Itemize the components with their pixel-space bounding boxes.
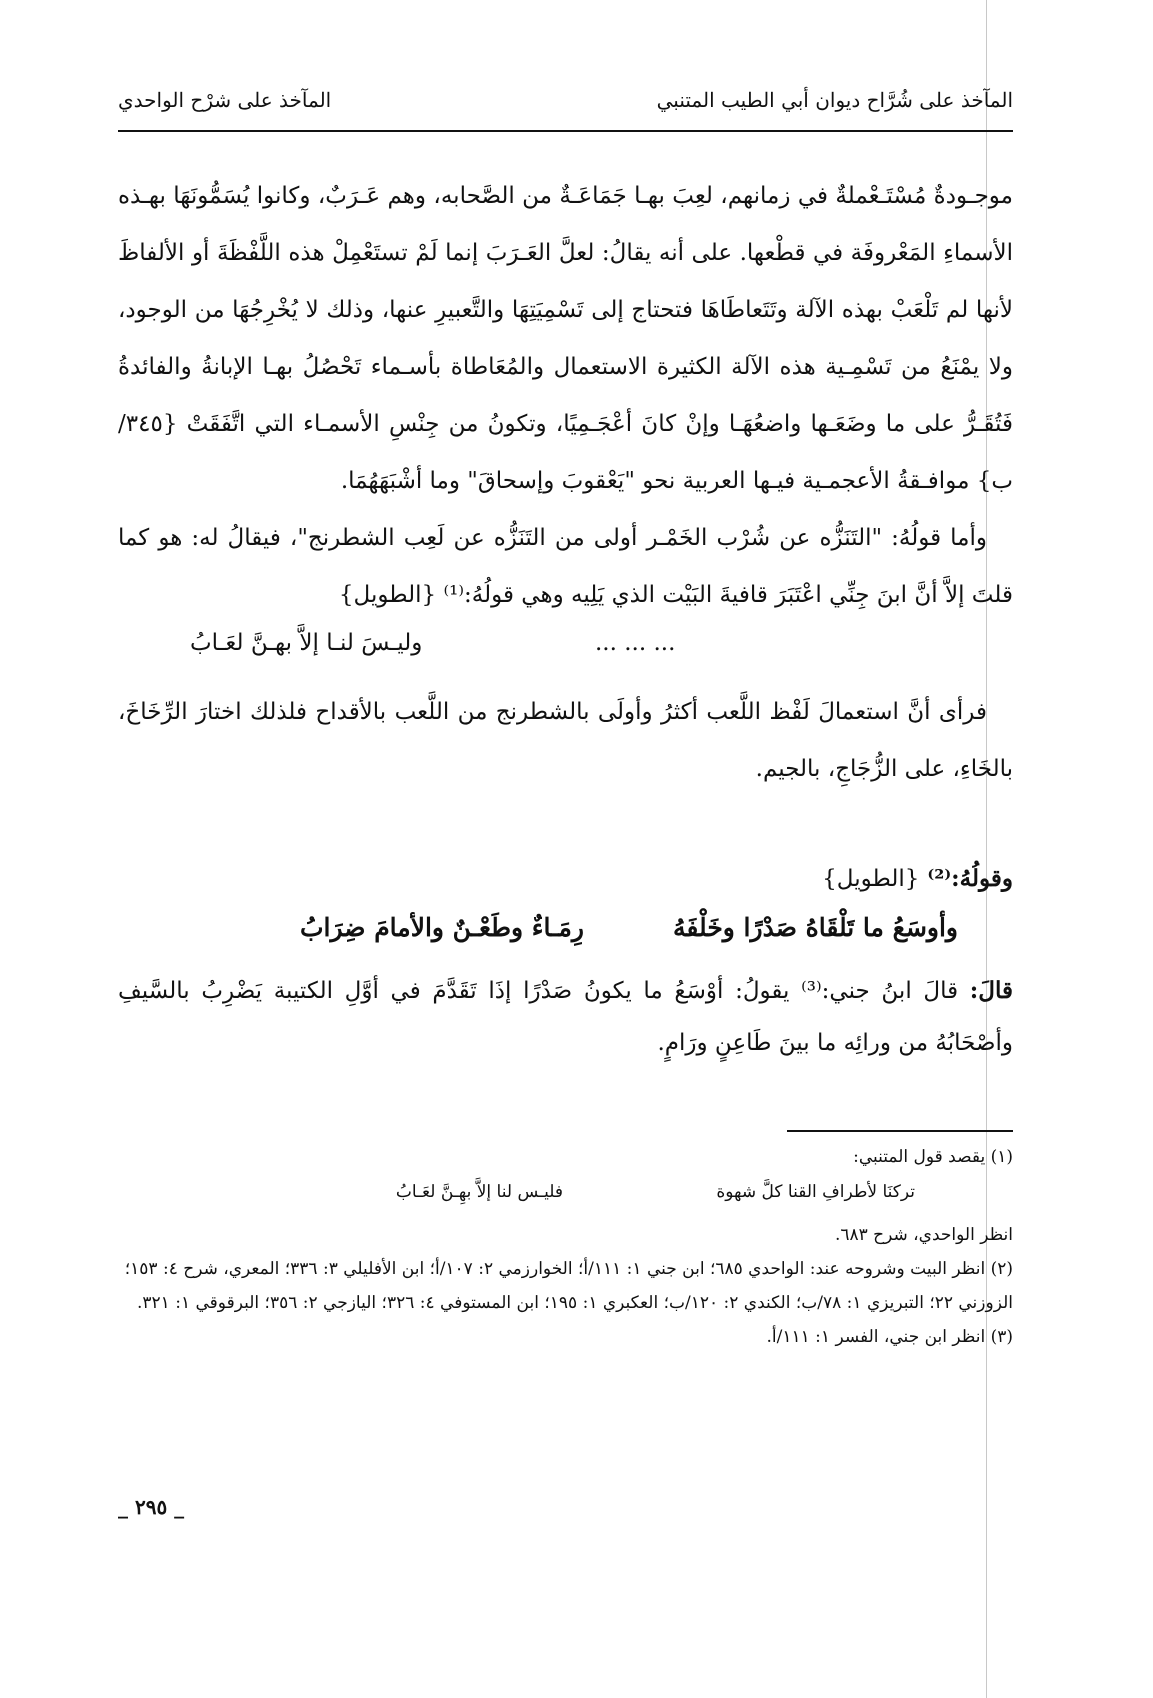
commentary-label: قالَ: [969, 977, 1013, 1004]
footnote-1-reference: انظر الواحدي، شرح ٦٨٣. [834, 1225, 1013, 1245]
section-gap [118, 798, 1013, 853]
verse-2-meter: {الطويل} [822, 866, 920, 892]
footnote-2: (٢) انظر البيت وشروحه عند: الواحدي ٦٨٥؛ ابن جني ١: ١١١/أ؛ الخوارزمي ٢: ١٠٧/أ؛ ابن الأفليلي ٣: ٣٣٦؛ المعري، شرح ٤: ١٥٣؛ الزوزني ٢٢؛ التبريزي ١: ٧٨/ب؛ الكندي ٢: ١٢٠/ب؛ العكبري ١: ١٩٥؛ ابن المستوفي ٤: ٣٢٦؛ اليازجي ٢: ٣٥٦؛ البرقوقي ١: ٣٢١. [124, 1259, 1013, 1313]
footnote-1-verse-second: فليـس لنا إلاَّ بهِـنَّ لعَـابُ [395, 1182, 563, 1202]
commentary-text: قالَ ابنُ جني:⁽³⁾ يقولُ: أوْسَعُ ما يكونُ صَدْرًا إذَا تَقَدَّمَ في أوَّلِ الكتيبة يَضْرِبُ بالسَّيفِ وأصْحَابُهُ من ورائِه ما بينَ طَاعِنٍ ورَامٍ. [118, 978, 1013, 1056]
verse-1-first-hemistich: ... ... ... [595, 630, 676, 656]
footnote-1-intro: (١) يقصد قول المتنبي: [853, 1147, 1013, 1167]
page-number: _ ٢٩٥ _ [118, 1495, 185, 1519]
book-title: المآخذ على شُرَّاح ديوان أبي الطيب المتنبي [656, 88, 1013, 112]
verse-2-intro [118, 853, 1013, 905]
footnote-1-verse-first: تركنَا لأطرافِ القنا كلَّ شهوة [716, 1182, 915, 1202]
paragraph-2: وأما قولُهُ: "التَنَزُّه عن شُرْب الخَمْـر أولى من التَنَزُّه عن لَعِب الشطرنج"، فيقالُ له: هو كما قلتَ إلاَّ أنَّ ابنَ جِنِّي اعْتَبَرَ قافيةَ البَيْت الذي يَلِيه وهي قولُهُ:⁽¹⁾ {الطويل} [118, 525, 1013, 608]
paragraph-3: فرأى أنَّ استعمالَ لَفْظ اللَّعب أكثرُ وأولَى بالشطرنج من اللَّعب بالأقداح فلذلك اختارَ الرِّخَاخَ، بالخَاءِ، على الزُّجَاجِ، بالجيم. [118, 699, 1013, 782]
chapter-title: المآخذ على شرْح الواحدي [118, 88, 332, 112]
verse-2 [118, 905, 1013, 965]
verse-2-second-hemistich: رِمَـاءٌ وطَعْـنٌ والأمامَ ضِرَابُ [300, 913, 584, 942]
running-header [118, 88, 1013, 128]
header-rule [118, 130, 1013, 132]
verse-2-speaker: وقولُهُ:⁽²⁾ [927, 865, 1013, 892]
footnote-rule [787, 1130, 1013, 1132]
verse-1 [118, 624, 1013, 684]
footnote-1-verse [118, 1174, 1013, 1218]
paragraph-1: موجـودةٌ مُسْتَـعْملةٌ في زمانهم، لعِبَ بهـا جَمَاعَـةٌ من الصَّحابه، وهم عَـرَبٌ، وكانوا يُسَمُّونَهَا بهـذه الأسماءِ المَعْروفَة في قطْعها. على أنه يقالُ: لعلَّ العَـرَبَ إنما لَمْ تستَعْمِلْ هذه اللَّفْظَةَ أو الألفاظَ لأنها لم تَلْعَبْ بهذه الآلة وتَتَعاطَاهَا فتحتاج إلى تَسْمِيَتِهَا والتَّعبيرِ عنها، وذلك لا يُخْرِجُهَا من الوجود، ولا يمْنَعُ من تَسْمِـية هذه الآلة الكثيرة الاستعمال والمُعَاطاة بأسـماء تَحْصُلُ بهـا الإبانةُ والفائدةُ فَتُقَـرُّ على ما وضَعَـها واضعُهَـا وإنْ كانَ أعْجَـمِيًا، وتكونُ من جِنْسِ الأسمـاء التي اتَّفَقَتْ {٣٤٥/ ب} موافـقةُ الأعجمـية فيـها العربية نحو "يَعْقوبَ وإسحاقَ" وما أشْبَهَهُمَا. [118, 183, 1013, 494]
footnotes [118, 1140, 1013, 1354]
verse-2-first-hemistich: وأوسَعُ ما تَلْقَاهُ صَدْرًا وخَلْفَهُ [673, 913, 958, 942]
footnote-3: (٣) انظر ابن جني، الفسر ١: ١١١/أ. [766, 1327, 1013, 1347]
main-text [118, 168, 1013, 1069]
verse-1-second-hemistich: وليـسَ لنـا إلاَّ بهـنَّ لعَـابُ [190, 630, 423, 656]
paragraph-4 [118, 965, 1013, 1069]
